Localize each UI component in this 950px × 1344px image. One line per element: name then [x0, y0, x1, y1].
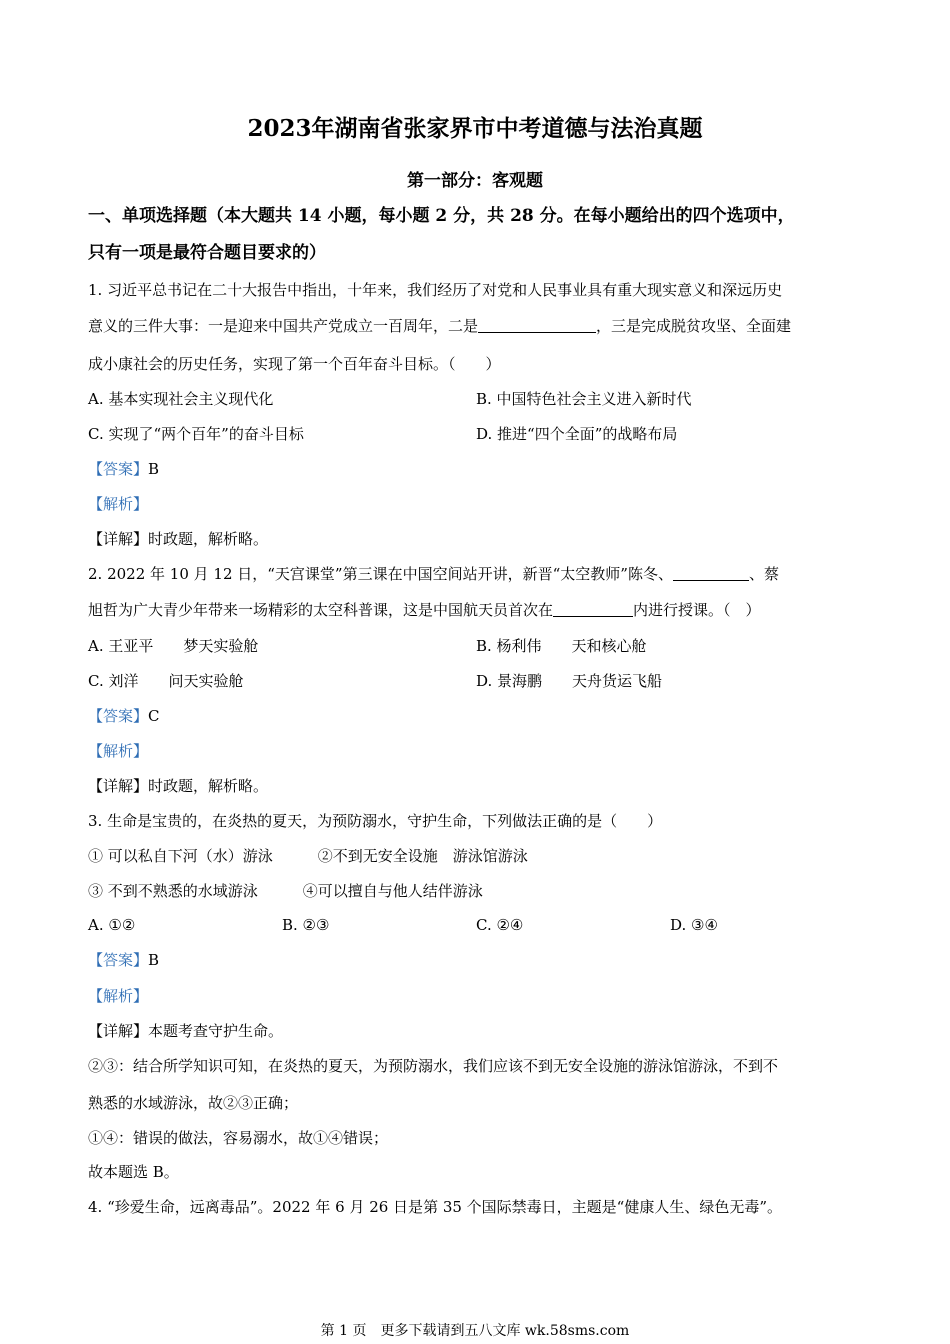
q3-items-line2: ③ 不到不熟悉的水域游泳 ④可以擅自与他人结伴游泳	[88, 882, 483, 900]
document-title: 2023年湖南省张家界市中考道德与法治真题	[247, 115, 703, 142]
q2-stem-line1-a: 2. 2022 年 10 月 12 日，“天宫课堂”第三课在中国空间站开讲，新晋“太空教师”陈冬、	[88, 565, 673, 583]
answer-tag: 【答案】	[88, 707, 149, 725]
q1-option-d: D. 推进“四个全面”的战略布局	[476, 425, 678, 443]
part-heading: 第一部分：客观题	[407, 171, 543, 191]
q3-explanation-line3: ①④：错误的做法，容易溺水，故①④错误；	[88, 1129, 389, 1147]
q3-stem-line1: 3. 生命是宝贵的，在炎热的夏天，为预防溺水，守护生命，下列做法正确的是（ ）	[88, 812, 663, 830]
answer-tag: 【答案】	[88, 460, 149, 478]
q2-stem-line2-a: 旭哲为广大青少年带来一场精彩的太空科普课，这是中国航天员首次在	[88, 601, 554, 619]
q1-detail-text: 时政题，解析略。	[148, 530, 269, 548]
q1-option-c: C. 实现了“两个百年”的奋斗目标	[88, 425, 304, 443]
q1-option-a: A. 基本实现社会主义现代化	[88, 390, 274, 408]
q2-analysis-tag: 【解析】	[88, 742, 149, 760]
q2-stem-line1	[88, 562, 779, 586]
q1-detail	[88, 527, 268, 551]
q2-option-d: D. 景海鹏 天舟货运飞船	[476, 672, 663, 690]
q3-option-c: C. ②④	[476, 916, 524, 934]
q1-answer	[88, 457, 159, 481]
q3-option-d: D. ③④	[670, 916, 718, 934]
q2-answer	[88, 704, 160, 728]
page-footer: 第 1 页 更多下载请到五八文库 wk.58sms.com	[320, 1323, 630, 1339]
q1-stem-line1: 1. 习近平总书记在二十大报告中指出，十年来，我们经历了对党和人民事业具有重大现实意义和深远历史	[88, 281, 783, 299]
q3-analysis-tag: 【解析】	[88, 987, 149, 1005]
q2-detail	[88, 774, 268, 798]
q1-option-b: B. 中国特色社会主义进入新时代	[476, 390, 692, 408]
q3-answer	[88, 948, 159, 972]
q1-fill-blank	[478, 316, 596, 333]
q1-stem-line2-a: 意义的三件大事：一是迎来中国共产党成立一百周年，二是	[88, 317, 479, 335]
q2-stem-line2-b: 内进行授课。（ ）	[633, 601, 761, 619]
q3-explanation-line1: ②③：结合所学知识可知，在炎热的夏天，为预防溺水，我们应该不到无安全设施的游泳馆游泳，不到不	[88, 1057, 779, 1075]
q3-detail	[88, 1019, 283, 1043]
q3-option-b: B. ②③	[282, 916, 330, 934]
q1-stem-line2	[88, 314, 791, 338]
answer-tag: 【答案】	[88, 951, 149, 969]
q3-answer-value: B	[148, 951, 160, 969]
section-heading-line2: 只有一项是最符合题目要求的）	[88, 243, 326, 263]
q3-option-a: A. ①②	[88, 916, 136, 934]
q2-stem-line2	[88, 598, 761, 622]
q2-stem-line1-b: 、蔡	[748, 565, 779, 583]
q2-fill-blank-2	[553, 600, 633, 617]
q3-explanation-line2: 熟悉的水域游泳，故②③正确；	[88, 1094, 299, 1112]
q2-fill-blank-1	[673, 564, 749, 581]
detail-tag: 【详解】	[88, 1022, 149, 1040]
q2-answer-value: C	[148, 707, 160, 725]
q1-stem-line3: 成小康社会的历史任务，实现了第一个百年奋斗目标。（ ）	[88, 355, 501, 373]
q3-items-line1: ① 可以私自下河（水）游泳 ②不到无安全设施 游泳馆游泳	[88, 847, 528, 865]
q1-stem-line2-b: ，三是完成脱贫攻坚、全面建	[596, 317, 792, 335]
q2-option-c: C. 刘洋 问天实验舱	[88, 672, 244, 690]
section-heading-line1: 一、单项选择题（本大题共 14 小题，每小题 2 分，共 28 分。在每小题给出的四个选项中，	[88, 206, 795, 226]
q2-detail-text: 时政题，解析略。	[148, 777, 269, 795]
q2-option-a: A. 王亚平 梦天实验舱	[88, 637, 259, 655]
q1-answer-value: B	[148, 460, 160, 478]
detail-tag: 【详解】	[88, 777, 149, 795]
q4-stem-line1: 4. “珍爱生命，远离毒品”。2022 年 6 月 26 日是第 35 个国际禁毒日，主题是“健康人生、绿色无毒”。	[88, 1198, 783, 1216]
q2-option-b: B. 杨利伟 天和核心舱	[476, 637, 647, 655]
q1-analysis-tag: 【解析】	[88, 495, 149, 513]
detail-tag: 【详解】	[88, 530, 149, 548]
q3-explanation-line4: 故本题选 B。	[88, 1163, 179, 1181]
q3-detail-text: 本题考查守护生命。	[148, 1022, 284, 1040]
